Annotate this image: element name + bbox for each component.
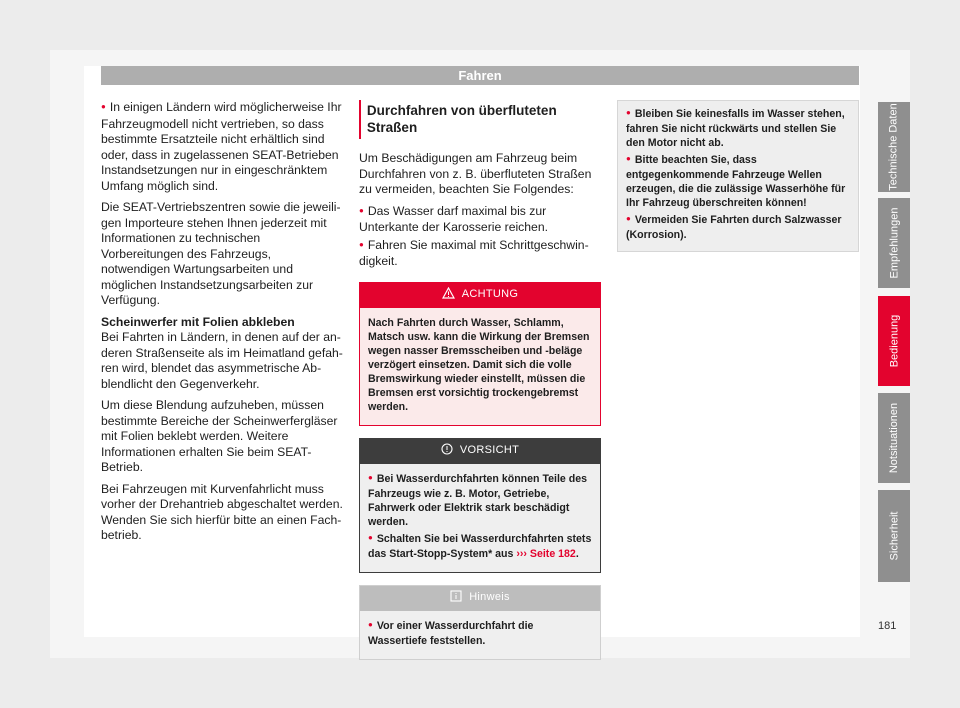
left-bullet: ● In einigen Ländern wird möglicherweise Ihr Fahrzeugmodell nicht vertrieben, so dass bestimmte Ersatzteile nicht erhältlich sind oder, dass in zugelassenen SEAT-Betrieben Instandsetzungen nur in eingeschränktem Umfang möglich sind. <box>101 100 343 194</box>
section-title-bar <box>359 100 361 139</box>
tab-bedienung[interactable] <box>878 296 910 386</box>
page-number: 181 <box>878 620 897 632</box>
hinweis-label: Hinweis <box>469 591 510 604</box>
page-header <box>101 66 859 85</box>
tab-label: Technische Daten <box>888 103 901 191</box>
header-title: Fahren <box>458 68 502 83</box>
right-column <box>617 100 859 252</box>
caution-circle-icon <box>441 443 453 460</box>
info-note-icon <box>450 590 462 607</box>
right-bullet-3: ● Vermeiden Sie Fahrten durch Salzwasser (Korrosion). <box>626 213 850 242</box>
right-bullet-1: ● Bleiben Sie keinesfalls im Wasser stehen, fahren Sie nicht rückwärts und stellen Sie den Motor nicht ab. <box>626 107 850 150</box>
achtung-header <box>360 283 600 308</box>
achtung-label: ACHTUNG <box>461 288 519 301</box>
vorsicht-header <box>360 439 600 464</box>
vorsicht-bullet-1: ● Bei Wasserdurchfahrten können Teile des Fahrzeugs wie z. B. Motor, Getriebe, Fahrwerk oder Elektrik stark beschädigt werden. <box>368 472 592 529</box>
warning-triangle-icon <box>442 287 455 304</box>
vorsicht-box <box>359 438 601 573</box>
hinweis-box <box>359 585 601 660</box>
vorsicht-body <box>360 464 600 572</box>
tab-empfehlungen[interactable] <box>878 198 910 288</box>
tab-sicherheit[interactable] <box>878 490 910 582</box>
tab-label: Empfehlungen <box>888 207 901 279</box>
page-link[interactable]: ››› Seite 182 <box>516 547 576 560</box>
middle-bullet-2: ● Fahren Sie maximal mit Schrittgeschwindigkeit. <box>359 238 601 270</box>
hinweis-header <box>360 586 600 611</box>
left-paragraph-3: Bei Fahrten in Ländern, in denen auf der anderen Straßenseite als im Heimatland gefahren wird, blendet das asymmetrische Abblendlicht den Gegenverkehr. <box>101 330 343 391</box>
tab-notsituationen[interactable] <box>878 393 910 483</box>
section-title <box>359 100 601 139</box>
hinweis-bullet-1: ● Vor einer Wasserdurchfahrt die Wassertiefe feststellen. <box>368 619 592 648</box>
vorsicht-label: VORSICHT <box>459 444 520 457</box>
continued-notice-box <box>617 100 859 252</box>
achtung-text: Nach Fahrten durch Wasser, Schlamm, Matsch usw. kann die Wirkung der Bremsen wegen nasser Bremsscheiben und -beläge verzögert einsetzen. Damit sich die volle Bremswirkung wieder einstellt, müssen die Bremsen erst vorsichtig trockengebremst werden. <box>368 316 590 413</box>
tab-label: Bedienung <box>888 314 901 368</box>
left-column <box>101 100 343 550</box>
tab-technische-daten[interactable] <box>878 102 910 192</box>
left-paragraph-5: Bei Fahrzeugen mit Kurvenfahrlicht muss vorher der Drehantrieb abgeschaltet werden. Wenden Sie sich hierfür bitte an einen Fachbetrieb. <box>101 481 343 542</box>
tab-label: Notsituationen <box>888 402 901 474</box>
left-paragraph-2: Die SEAT-Vertriebszentren sowie die jeweiligen Importeure stehen Ihnen jederzeit mit Informationen zu technischen Vorbereitungen des Fahrzeugs, notwendigen Wartungsarbeiten und möglichen Instandsetzungsarbeiten zur Verfügung. <box>101 200 341 307</box>
hinweis-body <box>360 611 600 659</box>
vorsicht-bullet-2 <box>368 532 592 561</box>
middle-bullet-1: ● Das Wasser darf maximal bis zur Unterkante der Karosserie reichen. <box>359 204 601 236</box>
tab-label: Sicherheit <box>888 511 901 561</box>
middle-column <box>359 100 601 660</box>
vorsicht-bullet-2-text: Schalten Sie bei Wasserdurchfahrten stets das Start-Stopp-System* aus <box>368 532 592 560</box>
achtung-body <box>360 308 600 425</box>
vorsicht-bullet-2-end: . <box>575 547 579 560</box>
right-bullet-2: ● Bitte beachten Sie, dass entgegenkommende Fahrzeuge Wellen erzeugen, die die zulässige Wasserhöhe für Ihr Fahrzeug überschreiten können! <box>626 153 850 210</box>
left-paragraph-4: Um diese Blendung aufzuheben, müssen bestimmte Bereiche der Scheinwerfergläser mit Folien beklebt werden. Weitere Informationen erhalten Sie beim SEAT-Betrieb. <box>101 398 338 474</box>
achtung-box <box>359 282 601 426</box>
section-title-text: Durchfahren von überfluteten Straßen <box>366 103 557 135</box>
middle-intro: Um Beschädigungen am Fahrzeug beim Durchfahren von z. B. überfluteten Straßen zu vermeiden, beachten Sie Folgendes: <box>359 151 592 196</box>
left-heading: Scheinwerfer mit Folien abkleben <box>101 314 295 329</box>
